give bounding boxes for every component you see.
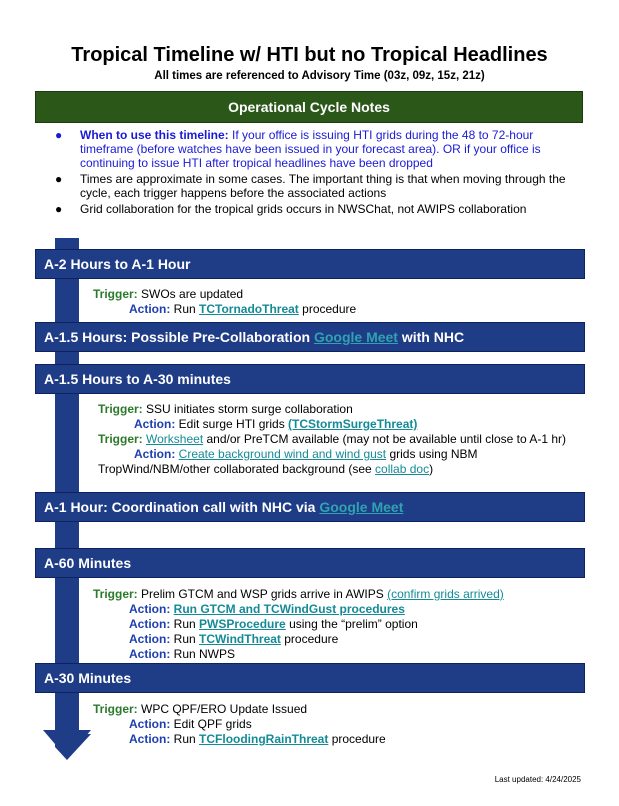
action-continuation	[98, 462, 566, 477]
section-a15-to-a30	[35, 364, 585, 394]
action-label: Action:	[129, 717, 171, 731]
operational-notes-heading	[35, 91, 583, 123]
trigger-row	[98, 432, 566, 447]
action-text: grids using NBM	[386, 447, 478, 461]
google-meet-link[interactable]: Google Meet	[319, 499, 404, 515]
note-text: Times are approximate in some cases. The important thing is that when moving through the cycle, each trigger happens before the associated actions	[80, 172, 566, 200]
action-text: procedure	[298, 302, 357, 316]
google-meet-link[interactable]: Google Meet	[313, 329, 398, 345]
trigger-label: Trigger:	[93, 287, 138, 301]
action-row	[93, 302, 356, 317]
note-text: If your office is issuing HTI grids during the 48 to 72-hour timeframe (before watches have been issued in your forecast area). OR if your office is continuing to issue HTI after tropical headlines have been dropped	[80, 128, 541, 170]
trigger-label: Trigger:	[93, 702, 138, 716]
action-label: Action:	[129, 732, 171, 746]
action-text: Edit surge HTI grids	[178, 417, 289, 431]
last-updated: Last updated: 4/24/2025	[494, 775, 581, 784]
action-text: TropWind/NBM/other collaborated background (see	[98, 462, 376, 476]
worksheet-link[interactable]: Worksheet	[146, 432, 204, 446]
section-title: A-1.5 Hours to A-30 minutes	[44, 371, 231, 387]
action-text: using the “prelim” option	[285, 617, 418, 631]
section-pre-collaboration	[35, 322, 585, 352]
section-title: A-1 Hour: Coordination call with NHC via	[44, 499, 316, 515]
section-a2-to-a1-hour	[35, 249, 585, 279]
action-text: )	[429, 462, 434, 476]
action-text: Run	[173, 632, 200, 646]
action-row	[93, 647, 504, 662]
section-coordination-call	[35, 492, 585, 522]
section-a30-minutes	[35, 663, 585, 693]
section-a60-items	[93, 587, 504, 662]
action-label: Action:	[129, 632, 171, 646]
trigger-row	[98, 402, 566, 417]
action-text: Run NWPS	[173, 647, 236, 661]
section-a60-minutes	[35, 548, 585, 578]
action-text: procedure	[328, 732, 386, 746]
trigger-text: SSU initiates storm surge collaboration	[146, 402, 353, 416]
action-text: Run	[173, 732, 200, 746]
action-label: Action:	[129, 302, 171, 316]
section-a2-items	[93, 287, 356, 317]
note-grid-collaboration	[55, 202, 585, 216]
action-row	[93, 617, 504, 632]
section-title: A-60 Minutes	[44, 555, 132, 571]
action-row	[93, 632, 504, 647]
action-label: Action:	[129, 617, 171, 631]
trigger-row	[93, 702, 386, 717]
action-row	[98, 447, 566, 462]
trigger-label: Trigger:	[93, 587, 138, 601]
section-a15-items	[98, 402, 566, 477]
page-title: Tropical Timeline w/ HTI but no Tropical Headlines	[71, 44, 548, 66]
tcfloodingrainthreat-link[interactable]: TCFloodingRainThreat	[199, 732, 329, 746]
action-row	[93, 732, 386, 747]
trigger-label: Trigger:	[98, 432, 143, 446]
confirm-grids-link[interactable]: (confirm grids arrived)	[387, 587, 504, 601]
timeline-arrow-head-icon	[43, 730, 93, 762]
note-approximate-times	[55, 172, 585, 200]
trigger-text: and/or PreTCM available (may not be available until close to A-1 hr)	[203, 432, 566, 446]
trigger-text: SWOs are updated	[141, 287, 244, 301]
operational-notes-heading-text: Operational Cycle Notes	[228, 99, 390, 115]
note-when-to-use	[55, 128, 585, 170]
tcstormsurgethreat-link[interactable]: (TCStormSurgeThreat)	[288, 417, 418, 431]
trigger-label: Trigger:	[98, 402, 143, 416]
action-label: Action:	[129, 602, 171, 616]
section-title-suffix: with NHC	[401, 329, 465, 345]
action-label: Action:	[134, 447, 176, 461]
pwsprocedure-link[interactable]: PWSProcedure	[199, 617, 286, 631]
bullet-icon: ●	[55, 128, 63, 142]
trigger-row	[93, 587, 504, 602]
action-text: Run	[173, 302, 200, 316]
bullet-icon: ●	[55, 172, 63, 186]
section-title: A-30 Minutes	[44, 670, 132, 686]
section-title: A-2 Hours to A-1 Hour	[44, 256, 191, 272]
note-text: Grid collaboration for the tropical grids occurs in NWSChat, not AWIPS collaboration	[80, 202, 527, 216]
bullet-icon: ●	[55, 202, 63, 216]
create-background-wind-link[interactable]: Create background wind and wind gust	[178, 447, 387, 461]
trigger-row	[93, 287, 356, 302]
section-title: A-1.5 Hours: Possible Pre-Collaboration	[44, 329, 311, 345]
section-a30-items	[93, 702, 386, 747]
page-subtitle: All times are referenced to Advisory Time (03z, 09z, 15z, 21z)	[154, 70, 485, 82]
action-text: procedure	[280, 632, 339, 646]
action-row	[93, 717, 386, 732]
note-lead: When to use this timeline:	[80, 128, 229, 142]
gtcm-tcwindgust-link[interactable]: Run GTCM and TCWindGust procedures	[173, 602, 405, 616]
tcwindthreat-link[interactable]: TCWindThreat	[199, 632, 281, 646]
trigger-text: WPC QPF/ERO Update Issued	[141, 702, 308, 716]
action-text: Edit QPF grids	[173, 717, 252, 731]
collab-doc-link[interactable]: collab doc	[375, 462, 430, 476]
notes-list	[55, 128, 585, 218]
trigger-text: Prelim GTCM and WSP grids arrive in AWIPS	[141, 587, 388, 601]
action-label: Action:	[134, 417, 176, 431]
action-row	[98, 417, 566, 432]
action-row	[93, 602, 504, 617]
tctornadothreat-link[interactable]: TCTornadoThreat	[199, 302, 299, 316]
action-text: Run	[173, 617, 200, 631]
action-label: Action:	[129, 647, 171, 661]
